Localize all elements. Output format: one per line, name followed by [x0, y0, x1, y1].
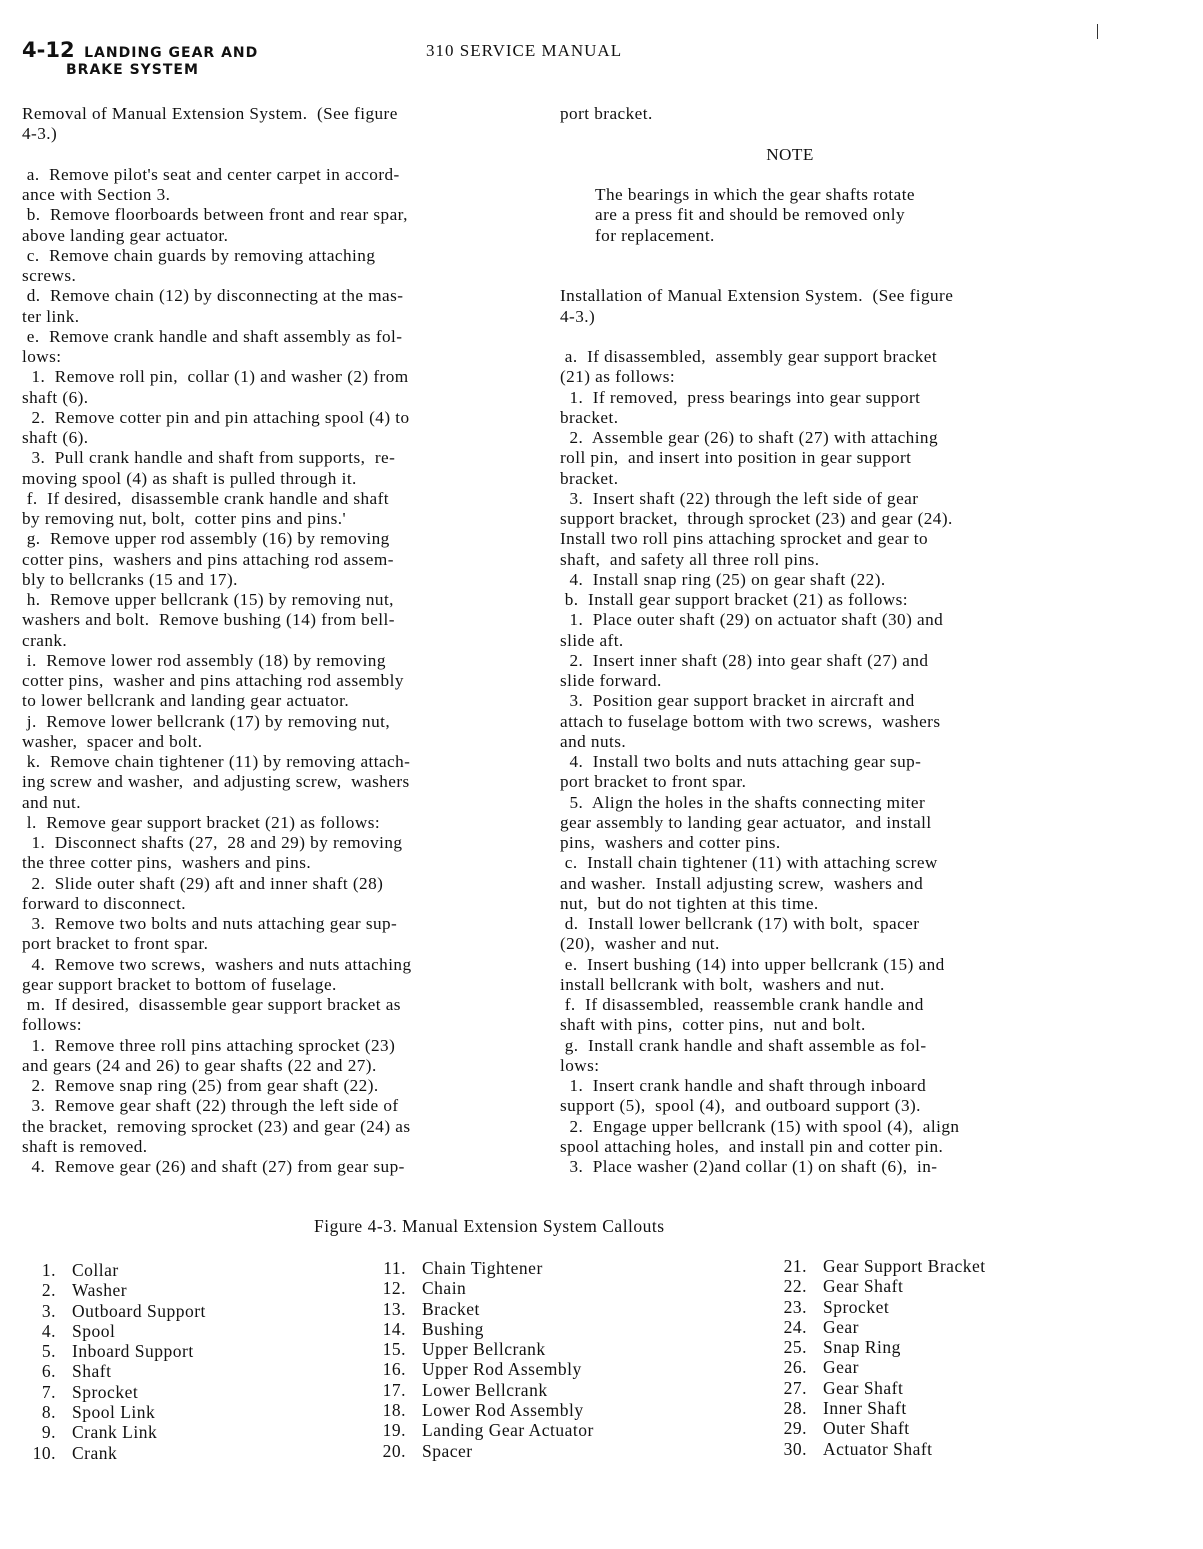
text-line: 2. Insert inner shaft (28) into gear shaft (27) and	[560, 650, 929, 670]
callout-number: 22.	[783, 1276, 807, 1297]
callout-item	[773, 1337, 986, 1357]
text-line: 1. Remove roll pin, collar (1) and washer (2) from	[22, 367, 409, 387]
note-title: NOTE	[766, 144, 814, 164]
callout-label: Spacer	[422, 1440, 473, 1461]
text-line: j. Remove lower bellcrank (17) by removing nut,	[22, 711, 391, 731]
callout-number: 17.	[382, 1379, 406, 1400]
section-header	[22, 38, 258, 78]
text-line: spool attaching holes, and install pin and cotter pin.	[560, 1136, 944, 1156]
callout-label: Chain Tightener	[422, 1258, 543, 1278]
margin-mark	[1097, 24, 1098, 39]
callout-number: 10.	[32, 1442, 56, 1463]
callout-item	[773, 1256, 986, 1276]
text-line: b. Install gear support bracket (21) as follows:	[560, 590, 909, 609]
section-title-line2: BRAKE SYSTEM	[66, 62, 199, 78]
callout-label: Bushing	[422, 1318, 484, 1339]
text-line: e. Remove crank handle and shaft assembly as fol-	[22, 326, 403, 346]
callout-item	[372, 1441, 594, 1461]
callout-item	[372, 1278, 594, 1298]
text-line: 4-3.)	[22, 124, 58, 144]
text-line: the three cotter pins, washers and pins.	[22, 853, 312, 873]
text-line: g. Remove upper rod assembly (16) by removing	[22, 529, 390, 549]
right-top-line: port bracket.	[560, 104, 653, 123]
text-line: shaft is removed.	[22, 1136, 148, 1156]
callout-label: Gear Support Bracket	[823, 1256, 986, 1276]
text-line: roll pin, and insert into position in gear support	[560, 448, 912, 468]
callout-item	[773, 1398, 986, 1418]
callout-label: Spool Link	[72, 1402, 156, 1423]
callout-number: 21.	[783, 1256, 807, 1276]
text-line: washer, spacer and bolt.	[22, 731, 203, 751]
callout-item	[773, 1276, 986, 1296]
text-line: 4. Remove two screws, washers and nuts attaching	[22, 954, 412, 974]
callout-item	[773, 1317, 986, 1337]
text-line: (20), washer and nut.	[560, 934, 720, 954]
installation-procedure	[560, 286, 1080, 1177]
text-line: k. Remove chain tightener (11) by removing attach-	[22, 752, 411, 771]
callout-item	[22, 1260, 206, 1280]
text-line: l. Remove gear support bracket (21) as follows:	[22, 812, 381, 832]
text-line: support (5), spool (4), and outboard support (3).	[560, 1096, 921, 1116]
callout-number: 16.	[382, 1359, 406, 1380]
text-line: h. Remove upper bellcrank (15) by removing nut,	[22, 590, 394, 609]
callout-label: Sprocket	[72, 1381, 139, 1402]
text-line: f. If desired, disassemble crank handle and shaft	[22, 488, 390, 508]
text-line: lows:	[22, 347, 62, 366]
callout-number: 18.	[382, 1400, 406, 1421]
callout-item	[22, 1301, 206, 1321]
callout-number: 29.	[783, 1418, 807, 1439]
text-line: lows:	[560, 1055, 600, 1075]
callout-item	[372, 1420, 594, 1440]
callout-label: Gear	[823, 1357, 860, 1378]
note-line: for replacement.	[595, 225, 715, 245]
callout-item	[22, 1321, 206, 1341]
callout-label: Gear Shaft	[823, 1276, 904, 1297]
note-line: The bearings in which the gear shafts rotate	[595, 185, 915, 204]
text-line: 3. Remove two bolts and nuts attaching gear sup-	[22, 914, 398, 933]
callout-number: 13.	[382, 1298, 406, 1319]
text-line: m. If desired, disassemble gear support bracket as	[22, 995, 401, 1014]
text-line: 2. Assemble gear (26) to shaft (27) with attaching	[560, 428, 939, 447]
callout-label: Snap Ring	[823, 1337, 901, 1358]
text-line: 1. Place outer shaft (29) on actuator shaft (30) and	[560, 610, 944, 630]
callout-label: Upper Bellcrank	[422, 1339, 546, 1360]
callout-number: 9.	[41, 1422, 56, 1443]
callout-item	[372, 1319, 594, 1339]
callout-number: 2.	[41, 1280, 56, 1301]
text-line: shaft, and safety all three roll pins.	[560, 549, 820, 569]
text-line: 3. Insert shaft (22) through the left side of gear	[560, 488, 919, 508]
callout-number: 20.	[382, 1440, 406, 1461]
text-line: Installation of Manual Extension System. (See figure	[560, 286, 954, 306]
text-line: crank.	[22, 630, 68, 650]
text-line: c. Install chain tightener (11) with attaching screw	[560, 853, 938, 873]
text-line: washers and bolt. Remove bushing (14) from bell-	[22, 610, 395, 630]
text-line: gear support bracket to bottom of fuselage.	[22, 974, 337, 994]
callout-label: Lower Rod Assembly	[422, 1400, 584, 1421]
text-line: shaft (6).	[22, 428, 89, 447]
text-line: d. Remove chain (12) by disconnecting at the mas-	[22, 286, 404, 306]
text-line: c. Remove chain guards by removing attaching	[22, 245, 376, 265]
callout-number: 11.	[383, 1258, 406, 1278]
note-body	[560, 185, 1080, 246]
text-line: ance with Section 3.	[22, 185, 171, 204]
text-line: by removing nut, bolt, cotter pins and pins.'	[22, 509, 347, 528]
callout-number: 30.	[783, 1438, 807, 1459]
text-line: (21) as follows:	[560, 367, 676, 387]
callout-label: Crank	[72, 1442, 118, 1463]
callout-item	[372, 1380, 594, 1400]
text-line: 2. Engage upper bellcrank (15) with spool (4), align	[560, 1116, 960, 1136]
text-line: nut, but do not tighten at this time.	[560, 893, 819, 913]
callout-number: 14.	[382, 1318, 406, 1339]
text-line: 4. Install two bolts and nuts attaching gear sup-	[560, 752, 922, 771]
text-line: slide forward.	[560, 671, 662, 690]
text-line: 3. Position gear support bracket in aircraft and	[560, 691, 915, 711]
text-line: i. Remove lower rod assembly (18) by removing	[22, 650, 386, 670]
callout-number: 8.	[41, 1402, 56, 1423]
callout-list-2	[372, 1258, 594, 1461]
text-line: and gears (24 and 26) to gear shafts (22 and 27).	[22, 1055, 377, 1075]
callout-label: Crank Link	[72, 1422, 158, 1443]
callout-label: Spool	[72, 1320, 116, 1341]
callout-item	[773, 1378, 986, 1398]
text-line: a. If disassembled, assembly gear support bracket	[560, 347, 938, 366]
text-line: attach to fuselage bottom with two screws, washers	[560, 711, 941, 731]
text-line: 3. Place washer (2)and collar (1) on shaft (6), in-	[560, 1157, 938, 1176]
text-line: g. Install crank handle and shaft assemble as fol-	[560, 1035, 927, 1055]
callout-number: 23.	[783, 1296, 807, 1317]
text-line: cotter pins, washer and pins attaching rod assembly	[22, 671, 404, 690]
text-line: to lower bellcrank and landing gear actuator.	[22, 691, 350, 711]
callout-number: 7.	[41, 1381, 56, 1402]
callout-item	[22, 1422, 206, 1442]
callout-label: Gear Shaft	[823, 1377, 904, 1398]
right-column	[560, 104, 1080, 1177]
text-line: 2. Slide outer shaft (29) aft and inner shaft (28)	[22, 873, 384, 893]
text-line: moving spool (4) as shaft is pulled through it.	[22, 468, 357, 488]
callout-list-3	[773, 1256, 986, 1459]
callout-number: 15.	[382, 1339, 406, 1360]
callout-item	[773, 1357, 986, 1377]
callout-label: Inner Shaft	[823, 1398, 907, 1419]
text-line: 4. Remove gear (26) and shaft (27) from gear sup-	[22, 1157, 405, 1176]
text-line: bly to bellcranks (15 and 17).	[22, 569, 238, 589]
text-line: port bracket to front spar.	[22, 934, 209, 954]
text-line: the bracket, removing sprocket (23) and gear (24) as	[22, 1116, 411, 1136]
text-line: 3. Remove gear shaft (22) through the left side of	[22, 1096, 399, 1116]
callout-number: 26.	[783, 1357, 807, 1378]
callout-number: 5.	[41, 1341, 56, 1362]
callout-item	[372, 1299, 594, 1319]
callout-label: Bracket	[422, 1298, 480, 1319]
text-line: ing screw and washer, and adjusting screw, washers	[22, 772, 410, 792]
callout-item	[372, 1400, 594, 1420]
text-line: gear assembly to landing gear actuator, and install	[560, 812, 932, 832]
section-title-line1: LANDING GEAR AND	[84, 45, 259, 61]
text-line: 4-3.)	[560, 306, 596, 326]
callout-label: Washer	[72, 1280, 128, 1301]
callout-number: 28.	[783, 1398, 807, 1419]
note-line: are a press fit and should be removed only	[595, 205, 906, 225]
callout-label: Gear	[823, 1316, 860, 1337]
callout-item	[372, 1359, 594, 1379]
callout-label: Collar	[72, 1260, 119, 1280]
callout-list-1	[22, 1260, 206, 1463]
callout-item	[372, 1258, 594, 1278]
text-line: 2. Remove cotter pin and pin attaching spool (4) to	[22, 407, 410, 427]
figure-title: Figure 4-3. Manual Extension System Callouts	[314, 1216, 665, 1236]
callout-number: 19.	[382, 1420, 406, 1441]
callout-label: Upper Rod Assembly	[422, 1359, 582, 1380]
text-line: above landing gear actuator.	[22, 225, 229, 245]
callout-number: 25.	[783, 1337, 807, 1358]
text-line: bracket.	[560, 468, 619, 488]
text-line: e. Insert bushing (14) into upper bellcrank (15) and	[560, 954, 945, 974]
text-line: and nut.	[22, 792, 81, 812]
text-line: and nuts.	[560, 731, 627, 751]
text-line: 4. Install snap ring (25) on gear shaft (22).	[560, 569, 886, 589]
callout-label: Lower Bellcrank	[422, 1379, 548, 1400]
text-line: Install two roll pins attaching sprocket and gear to	[560, 529, 929, 549]
text-line	[22, 145, 522, 165]
callout-number: 24.	[783, 1316, 807, 1337]
callout-number: 4.	[41, 1320, 56, 1341]
text-line: ter link.	[22, 306, 80, 326]
callout-label: Outboard Support	[72, 1300, 206, 1321]
text-line: f. If disassembled, reassemble crank handle and	[560, 995, 924, 1014]
callout-label: Sprocket	[823, 1296, 890, 1317]
callout-number: 27.	[783, 1377, 807, 1398]
text-line: port bracket to front spar.	[560, 772, 747, 792]
callout-label: Landing Gear Actuator	[422, 1420, 594, 1441]
manual-title: 310 SERVICE MANUAL	[426, 41, 623, 60]
text-line: 1. Insert crank handle and shaft through inboard	[560, 1076, 927, 1095]
callout-item	[22, 1382, 206, 1402]
text-line: support bracket, through sprocket (23) and gear (24).	[560, 509, 953, 528]
text-line: pins, washers and cotter pins.	[560, 833, 781, 852]
callout-label: Chain	[422, 1278, 467, 1299]
callout-item	[773, 1439, 986, 1459]
callout-item	[22, 1361, 206, 1381]
text-line: a. Remove pilot's seat and center carpet in accord-	[22, 164, 400, 184]
text-line: cotter pins, washers and pins attaching rod assem-	[22, 549, 394, 569]
text-line: slide aft.	[560, 630, 624, 650]
callout-item	[372, 1339, 594, 1359]
text-line: 5. Align the holes in the shafts connecting miter	[560, 792, 926, 812]
callout-item	[773, 1418, 986, 1438]
text-line: 1. If removed, press bearings into gear support	[560, 387, 921, 407]
text-line: forward to disconnect.	[22, 893, 187, 913]
text-line: screws.	[22, 266, 77, 285]
text-line: d. Install lower bellcrank (17) with bolt, spacer	[560, 914, 920, 933]
callout-label: Outer Shaft	[823, 1418, 910, 1439]
text-line: 3. Pull crank handle and shaft from supports, re-	[22, 448, 396, 468]
left-column	[22, 104, 522, 1177]
text-line: install bellcrank with bolt, washers and nut.	[560, 974, 885, 994]
text-line: and washer. Install adjusting screw, washers and	[560, 873, 924, 893]
callout-item	[22, 1341, 206, 1361]
text-line: 1. Remove three roll pins attaching sprocket (23)	[22, 1035, 396, 1055]
text-line: 1. Disconnect shafts (27, 28 and 29) by removing	[22, 833, 403, 852]
callout-item	[773, 1297, 986, 1317]
callout-number: 12.	[382, 1278, 406, 1299]
text-line: b. Remove floorboards between front and rear spar,	[22, 205, 408, 225]
callout-number: 1.	[41, 1260, 56, 1280]
text-line: shaft with pins, cotter pins, nut and bolt.	[560, 1015, 866, 1035]
text-line: bracket.	[560, 407, 619, 427]
text-line: shaft (6).	[22, 387, 89, 407]
callout-label: Inboard Support	[72, 1341, 194, 1362]
callout-label: Shaft	[72, 1361, 112, 1382]
callout-label: Actuator Shaft	[823, 1438, 933, 1459]
section-number: 4-12	[22, 38, 75, 62]
text-line: follows:	[22, 1015, 82, 1035]
callout-number: 6.	[41, 1361, 56, 1382]
callout-item	[22, 1402, 206, 1422]
callout-item	[22, 1443, 206, 1463]
text-line: Removal of Manual Extension System. (See figure	[22, 104, 398, 123]
callout-number: 3.	[41, 1300, 56, 1321]
text-line: 2. Remove snap ring (25) from gear shaft (22).	[22, 1076, 379, 1095]
callout-item	[22, 1280, 206, 1300]
text-line	[560, 327, 1080, 347]
